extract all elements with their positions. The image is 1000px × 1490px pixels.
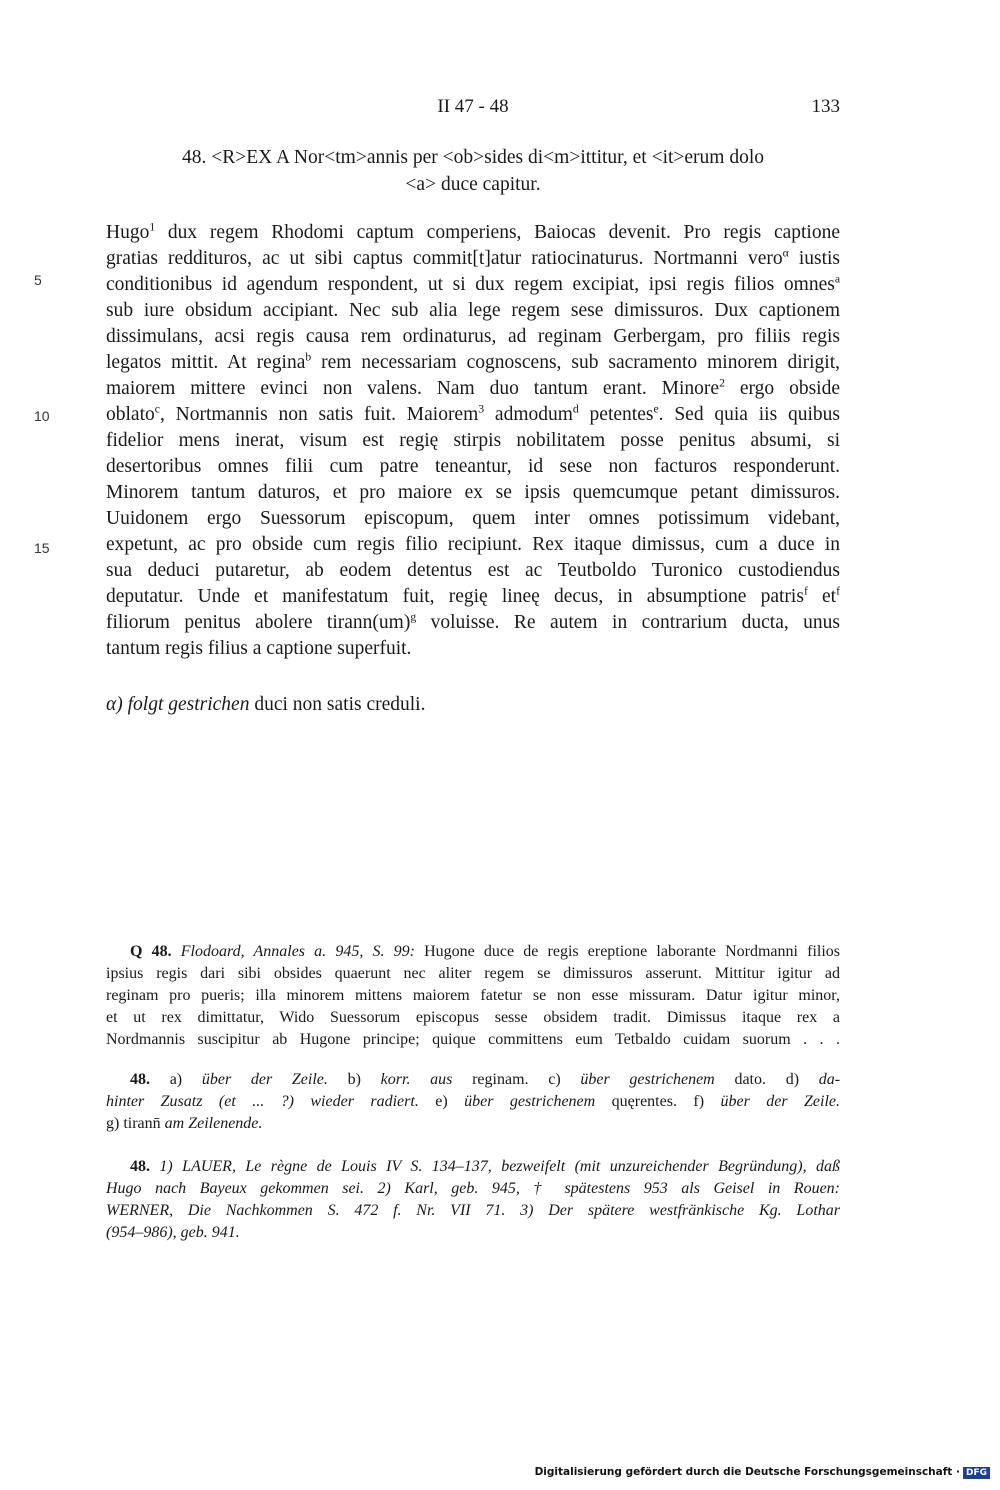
chapter-title xyxy=(106,144,840,198)
text-line: conditionibus id agendum respondent, ut si dux regem excipiat, ipsi regis filios omnes$^a$ xyxy=(106,272,840,295)
text-line: tantum regis filius a captione superfuit. xyxy=(106,638,412,659)
footnote-line: Hugo nach Bayeux gekommen sei. 2) Karl, geb. 945, † spätestens 953 als Geisel in Rouen: xyxy=(106,1180,841,1197)
apparatus-line: g) tirann̄ am Zeilenende. xyxy=(106,1115,263,1132)
apparatus-line: hinter Zusatz (et ... ?) wieder radiert. e) über gestrichenem quęrentes. f) über der Zeile. xyxy=(106,1093,841,1110)
running-head: II 47 - 48 xyxy=(437,96,509,117)
footnote-line: WERNER, Die Nachkommen S. 472 f. Nr. VII 71. 3) Der spätere westfränkische Kg. Lothar xyxy=(106,1202,841,1219)
source-line: Q 48. Flodoard, Annales a. 945, S. 99: Hugone duce de regis ereptione laborante Nordmanni filios xyxy=(130,943,841,960)
apparatus-line: 48. a) über der Zeile. b) korr. aus reginam. c) über gestrichenem dato. d) da- xyxy=(130,1071,841,1088)
text-line: desertoribus omnes filii cum patre teneantur, id sese non facturos responderunt. xyxy=(106,456,840,477)
text-line: oblato$^c$, Nortmannis non satis fuit. Maiorem$^3$ admodum$^d$ petentes$^e$. Sed quia iis quibus xyxy=(106,402,840,425)
alpha-note-italic: folgt gestrichen xyxy=(127,694,250,715)
line-number-10: 10 xyxy=(34,408,50,424)
text-line: deputatur. Unde et manifestatum fuit, regię lineę decus, in absumptione patris$^f$ $et^f$ xyxy=(106,584,841,607)
text-line: legatos mittit. At regina$^b$ rem necessariam cognoscens, sub sacramento minorem dirigit, xyxy=(106,350,841,373)
alpha-note-text: duci non satis creduli. xyxy=(249,694,426,715)
alpha-note xyxy=(106,694,840,716)
source-line: ipsius regis dari sibi obsides quaerunt nec aliter regem se dimissuros asserunt. Mittitur igitur ad xyxy=(106,965,840,982)
footnote-line: 48. 1) LAUER, Le règne de Louis IV S. 134–137, bezweifelt (mit unzureichender Begründung), daß xyxy=(130,1158,840,1175)
chapter-title-line-1: 48. <R>EX A Nor<tm>annis per <ob>sides di<m>ittitur, et <it>erum dolo xyxy=(181,147,765,168)
source-line: et ut rex dimittatur, Wido Suessorum episcopus sesse obsidem tradit. Dimissus itaque rex a xyxy=(106,1009,840,1026)
source-line: Nordmannis suscipitur ab Hugone principe; quique committens eum Tetbaldo cuidam suorum . . . xyxy=(106,1031,840,1048)
chapter-title-line-2: <a> duce capitur. xyxy=(405,174,541,195)
source-line: reginam pro pueris; illa minorem mittens maiorem fatetur se non esse missuram. Datur igitur minor, xyxy=(106,987,840,1004)
text-line: Minorem tantum daturos, et pro maiore ex se ipsis quemcumque petant dimissuros. xyxy=(106,482,840,503)
text-line: gratias reddituros, ac ut sibi captus commit[t]atur ratiocinaturus. Nortmanni vero$^\alpha$ iustis xyxy=(106,246,840,269)
page-number: 133 xyxy=(811,96,840,117)
text-line: Hugo$^1$ dux regem Rhodomi captum comperiens, Baiocas devenit. Pro regis captione xyxy=(106,220,840,243)
alpha-note-mark: α) xyxy=(106,694,123,715)
dfg-logo: DFG xyxy=(963,1467,990,1479)
footnote-line: (954–986), geb. 941. xyxy=(106,1224,240,1241)
text-line: sub iure obsidum accipiant. Nec sub alia lege regem sese dimissuros. Dux captionem xyxy=(106,300,840,321)
text-line: Uuidonem ergo Suessorum episcopum, quem inter omnes potissimum videbant, xyxy=(106,508,840,529)
text-line: fidelior mens inerat, visum est regię stirpis nobilitatem posse penitus absumi, si xyxy=(106,430,840,451)
line-number-15: 15 xyxy=(34,540,50,556)
text-line: sua deduci putaretur, ab eodem detentus est ac Teutboldo Turonico custodiendus xyxy=(106,560,840,581)
text-line: expetunt, ac pro obside cum regis filio recipiunt. Rex itaque dimissus, cum a duce in xyxy=(106,534,840,555)
text-line: filiorum penitus abolere tirann(um)$^g$ voluisse. Re autem in contrarium ducta, unus xyxy=(106,610,840,633)
page-header xyxy=(106,96,840,124)
dfg-footer xyxy=(535,1466,990,1479)
text-line: maiorem mittere evinci non valens. Nam duo tantum erant. Minore$^2$ ergo obside xyxy=(106,376,840,399)
line-number-5: 5 xyxy=(34,272,42,288)
text-line: dissimulans, acsi regis causa rem ordinaturus, ad reginam Gerbergam, pro filiis regis xyxy=(106,326,840,347)
footer-text: Digitalisierung gefördert durch die Deutsche Forschungsgemeinschaft · xyxy=(534,1466,960,1478)
